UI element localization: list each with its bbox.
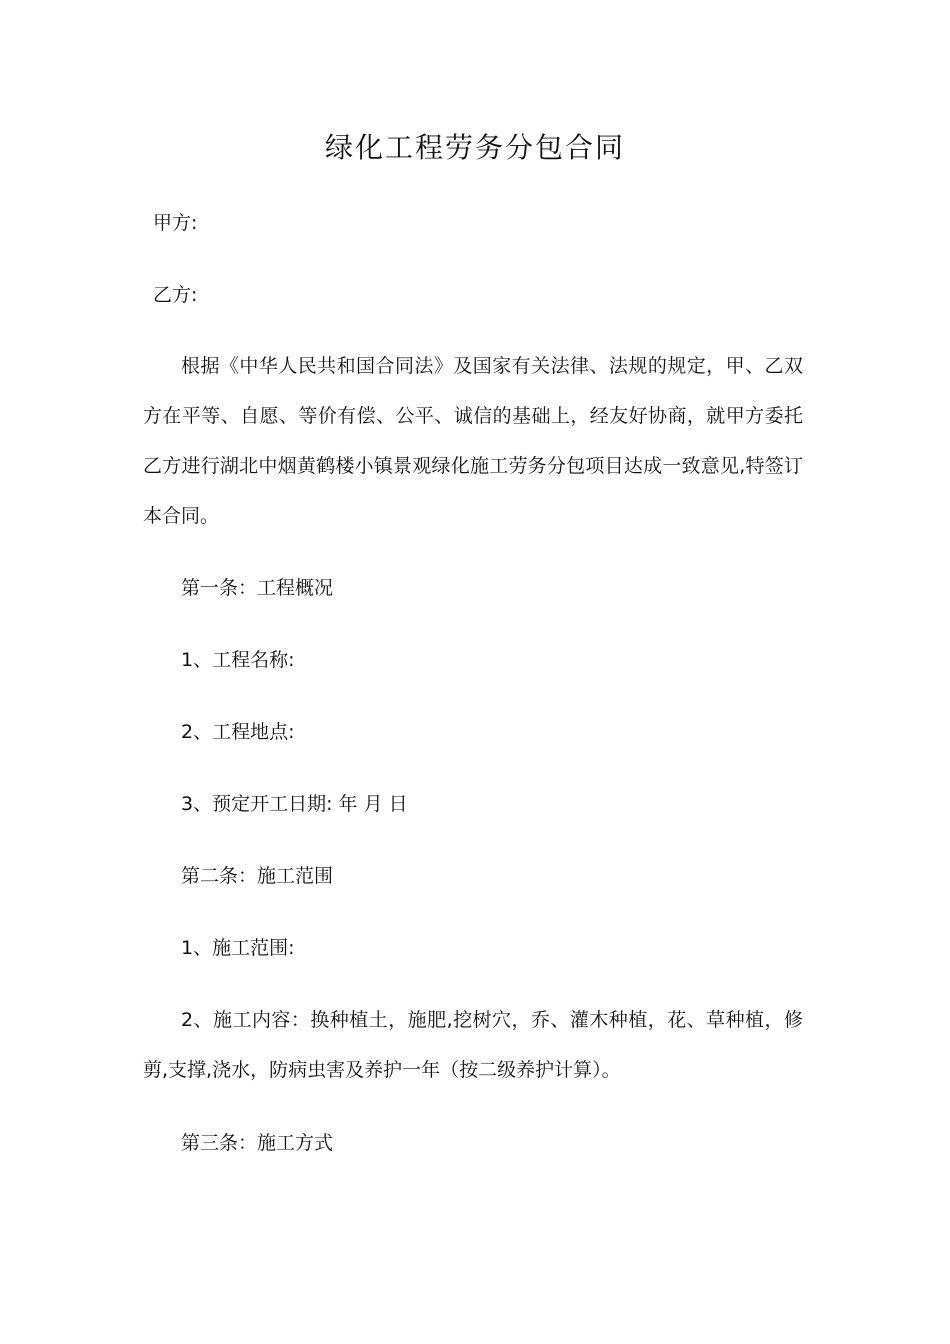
document-title: 绿化工程劳务分包合同: [324, 131, 625, 164]
article-2-item: 1、施工范围:: [181, 937, 295, 959]
preamble-paragraph: 根据《中华人民共和国合同法》及国家有关法律、法规的规定，甲、乙双方在平等、自愿、等价有偿、公平、诚信的基础上，经友好协商，就甲方委托乙方进行湖北中烟黄鹤楼小镇景观绿化施工劳务分包项目达成一致意见,特签订本合同。: [143, 355, 803, 527]
article-1-item: 1、工程名称:: [181, 649, 295, 671]
article-2-heading: 第二条：施工范围: [181, 865, 334, 887]
article-1-item: 3、预定开工日期: 年 月 日: [181, 793, 408, 815]
article-3-heading: 第三条：施工方式: [181, 1132, 334, 1154]
article-1-heading: 第一条：工程概况: [181, 577, 334, 599]
party-b-label: 乙方:: [153, 284, 198, 306]
article-2-content-paragraph: 2、施工内容：换种植土，施肥,挖树穴，乔、灌木种植，花、草种植，修剪,支撑,浇水，防病虫害及养护一年（按二级养护计算）。: [143, 1009, 803, 1081]
article-1-item: 2、工程地点:: [181, 721, 295, 743]
party-a-label: 甲方:: [153, 212, 198, 234]
